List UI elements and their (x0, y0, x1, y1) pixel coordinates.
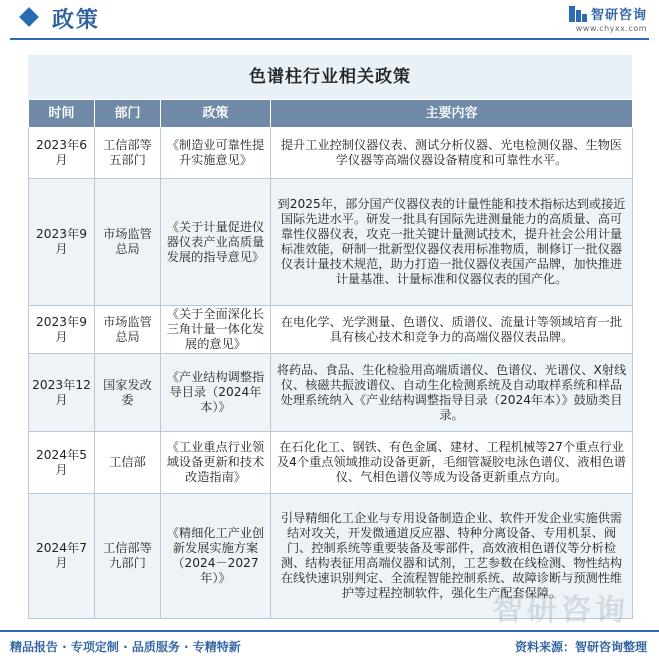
page-title: 政策 (52, 8, 101, 33)
column-header-time: 时间 (29, 100, 95, 128)
brand-logo-icon (569, 6, 587, 22)
page-footer (0, 630, 659, 660)
table-header-row (29, 100, 633, 128)
policy-table-panel (28, 55, 632, 619)
cell-content: 在电化学、光学测量、色谱仪、质谱仪、流量计等领域培育一批具有核心技术和竞争力的高端仪器仪表品牌。 (271, 306, 633, 354)
cell-time: 2023年9月 (29, 179, 95, 306)
cell-time: 2024年7月 (29, 494, 95, 619)
cell-policy: 《工业重点行业领域设备更新和技术改造指南》 (161, 432, 271, 494)
cell-dept: 国家发改委 (95, 354, 161, 432)
table-row (29, 306, 633, 354)
page-header (0, 0, 659, 44)
table-row (29, 179, 633, 306)
cell-time: 2023年9月 (29, 306, 95, 354)
cell-policy: 《制造业可靠性提升实施意见》 (161, 128, 271, 179)
column-header-policy: 政策 (161, 100, 271, 128)
brand-url: www.chyxx.com (575, 24, 647, 33)
brand-name: 智研咨询 (590, 8, 647, 23)
cell-content: 提升工业控制仪器仪表、测试分析仪器、光电检测仪器、生物医学仪器等高端仪器设备精度和可靠性水平。 (271, 128, 633, 179)
cell-policy: 《精细化工产业创新发展实施方案（2024－2027年）》 (161, 494, 271, 619)
column-header-content: 主要内容 (271, 100, 633, 128)
table-row (29, 128, 633, 179)
footer-source: 资料来源：智研咨询整理 (514, 640, 647, 654)
cell-time: 2024年5月 (29, 432, 95, 494)
footer-slogan: 精品报告 · 专项定制 · 品质服务 · 专精特新 (10, 640, 241, 654)
cell-time: 2023年12月 (29, 354, 95, 432)
footer-divider (0, 630, 659, 632)
cell-content: 在石化化工、钢铁、有色金属、建材、工程机械等27个重点行业及4个重点领域推动设备更新，毛细管凝胶电泳色谱仪、液相色谱仪、气相色谱仪等成为设备更新重点方向。 (271, 432, 633, 494)
cell-policy: 《关于全面深化长三角计量一体化发展的意见》 (161, 306, 271, 354)
cell-content: 将药品、食品、生化检验用高端质谱仪、色谱仪、光谱仪、X射线仪、核磁共振波谱仪、自动生化检测系统及自动取样系统和样品处理系统纳入《产业结构调整指导目录（2024年本）》鼓励类目录。 (271, 354, 633, 432)
cell-dept: 工信部等五部门 (95, 128, 161, 179)
cell-content: 到2025年，部分国产仪器仪表的计量性能和技术指标达到或接近国际先进水平。研发一批具有国际先进测量能力的高质量、高可靠性仪器仪表，攻克一批关键计量测试技术，提升社会公用计量标准效能，研制一批新型仪器仪表用标准物质，制修订一批仪器仪表计量技术规范，助力打造一批仪器仪表国产品牌，加快推进计量基准、计量标准和仪器仪表的国产化。 (271, 179, 633, 306)
table-row (29, 432, 633, 494)
table-title: 色谱柱行业相关政策 (249, 67, 411, 87)
table-row (29, 354, 633, 432)
cell-content: 引导精细化工企业与专用设备制造企业、软件开发企业实施供需结对攻关，开发微通道反应器、特种分离设备、专用机泵、阀门、控制系统等重要装备及零部件，高效液相色谱仪等分析检测、结构表征用高端仪器和试剂，工艺参数在线检测、物性结构在线快速识别判定、全流程智能控制系统、故障诊断与预测性维护等过程控制软件，强化生产配套保障。 (271, 494, 633, 619)
diamond-icon (19, 7, 39, 27)
cell-policy: 《产业结构调整指导目录（2024年本）》 (161, 354, 271, 432)
cell-dept: 工信部 (95, 432, 161, 494)
header-divider (10, 38, 649, 40)
cell-policy: 《关于计量促进仪器仪表产业高质量发展的指导意见》 (161, 179, 271, 306)
watermark: 智研咨询 (493, 593, 629, 628)
cell-dept: 市场监管总局 (95, 179, 161, 306)
cell-dept: 工信部等九部门 (95, 494, 161, 619)
policy-table (28, 99, 633, 619)
column-header-dept: 部门 (95, 100, 161, 128)
brand (569, 4, 647, 33)
cell-dept: 市场监管总局 (95, 306, 161, 354)
cell-time: 2023年6月 (29, 128, 95, 179)
